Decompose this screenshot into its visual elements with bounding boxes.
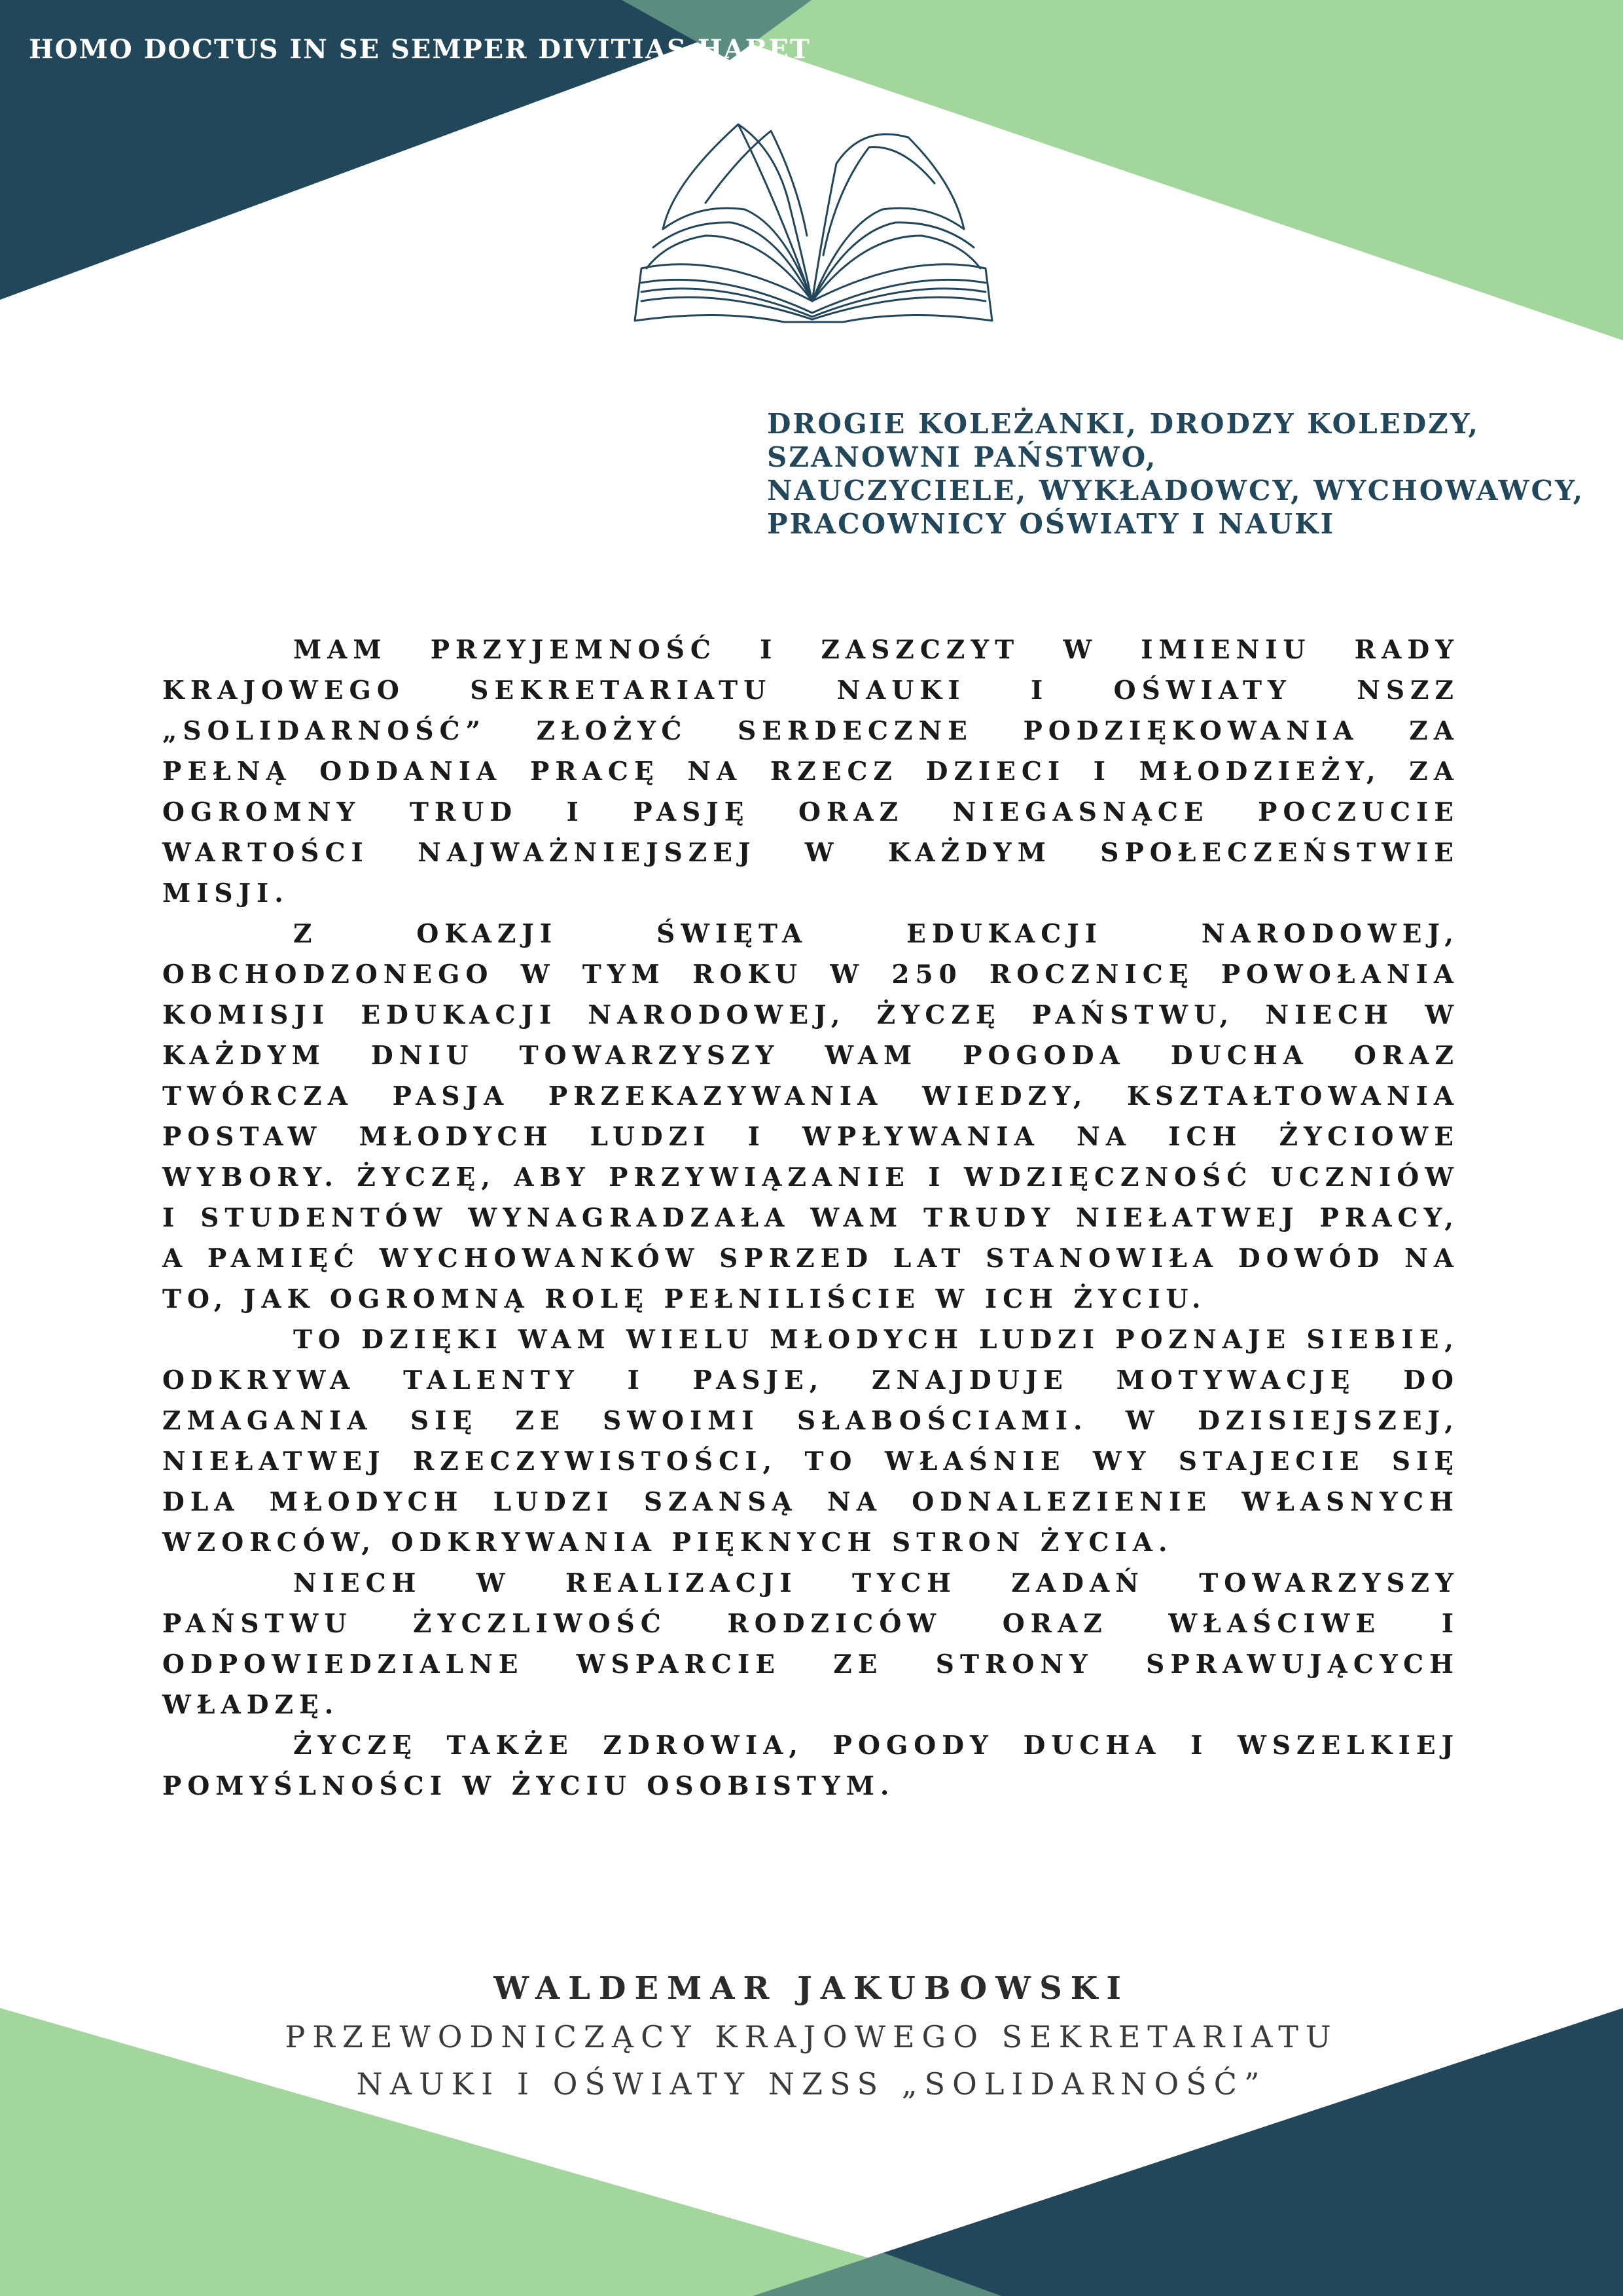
salutation-line: SZANOWNI PAŃSTWO, — [767, 441, 1158, 473]
motto-header: HOMO DOCTUS IN SE SEMPER DIVITIAS HABET — [29, 34, 811, 65]
letter-paragraph: Z OKAZJI ŚWIĘTA EDUKACJI NARODOWEJ, OBCHODZONEGO W TYM ROKU W 250 ROCZNICĘ POWOŁANIA KOMISJI EDUKACJI NARODOWEJ, ŻYCZĘ PAŃSTWU, NIECH W KAŻDYM DNIU TOWARZYSZY WAM POGODA DUCHA ORAZ TWÓRCZA PASJA PRZEKAZYWANIA WIEDZY, KSZTAŁTOWANIA POSTAW MŁODYCH LUDZI I WPŁYWANIA NA ICH ŻYCIOWE WYBORY. ŻYCZĘ, ABY PRZYWIĄZANIE I WDZIĘCZNOŚĆ UCZNIÓW I STUDENTÓW WYNAGRADZAŁA WAM TRUDY NIEŁATWEJ PRACY, A PAMIĘĆ WYCHOWANKÓW SPRZED LAT STANOWIŁA DOWÓD NA TO, JAK OGROMNĄ ROLĘ PEŁNILIŚCIE W ICH ŻYCIU. — [162, 919, 1459, 1314]
signatory-name: WALDEMAR JAKUBOWSKI — [493, 1970, 1130, 2007]
letter-paragraph: ŻYCZĘ TAKŻE ZDROWIA, POGODY DUCHA I WSZELKIEJ POMYŚLNOŚCI W ŻYCIU OSOBISTYM. — [162, 1731, 1459, 1801]
salutation-line: PRACOWNICY OŚWIATY I NAUKI — [767, 508, 1336, 540]
signatory-role-line: NAUKI I OŚWIATY NZSS „SOLIDARNOŚĆ” — [356, 2066, 1267, 2102]
letter-paragraph: MAM PRZYJEMNOŚĆ I ZASZCZYT W IMIENIU RADY KRAJOWEGO SEKRETARIATU NAUKI I OŚWIATY NSZZ „SOLIDARNOŚĆ” ZŁOŻYĆ SERDECZNE PODZIĘKOWANIA ZA PEŁNĄ ODDANIA PRACĘ NA RZECZ DZIECI I MŁODZIEŻY, ZA OGROMNY TRUD I PASJĘ ORAZ NIEGASNĄCE POCZUCIE WARTOŚCI NAJWAŻNIEJSZEJ W KAŻDYM SPOŁECZEŃSTWIE MISJI. — [162, 635, 1459, 908]
open-book-icon — [627, 111, 1000, 327]
salutation-line: DROGIE KOLEŻANKI, DRODZY KOLEDZY, — [767, 408, 1480, 440]
salutation — [767, 407, 1611, 541]
signatory-role-line: PRZEWODNICZĄCY KRAJOWEGO SEKRETARIATU — [285, 2019, 1338, 2054]
salutation-line: NAUCZYCIELE, WYKŁADOWCY, WYCHOWAWCY, — [767, 475, 1585, 507]
letter-paragraph: NIECH W REALIZACJI TYCH ZADAŃ TOWARZYSZY PAŃSTWU ŻYCZLIWOŚĆ RODZICÓW ORAZ WŁAŚCIWE I ODPOWIEDZIALNE WSPARCIE ZE STRONY SPRAWUJĄCYCH WŁADZĘ. — [162, 1568, 1459, 1720]
letter-paragraph: TO DZIĘKI WAM WIELU MŁODYCH LUDZI POZNAJE SIEBIE, ODKRYWA TALENTY I PASJE, ZNAJDUJE MOTYWACJĘ DO ZMAGANIA SIĘ ZE SWOIMI SŁABOŚCIAMI. W DZISIEJSZEJ, NIEŁATWEJ RZECZYWISTOŚCI, TO WŁAŚNIE WY STAJECIE SIĘ DLA MŁODYCH LUDZI SZANSĄ NA ODNALEZIENIE WŁASNYCH WZORCÓW, ODKRYWANIA PIĘKNYCH STRON ŻYCIA. — [162, 1325, 1459, 1558]
letter-body — [162, 630, 1459, 1806]
